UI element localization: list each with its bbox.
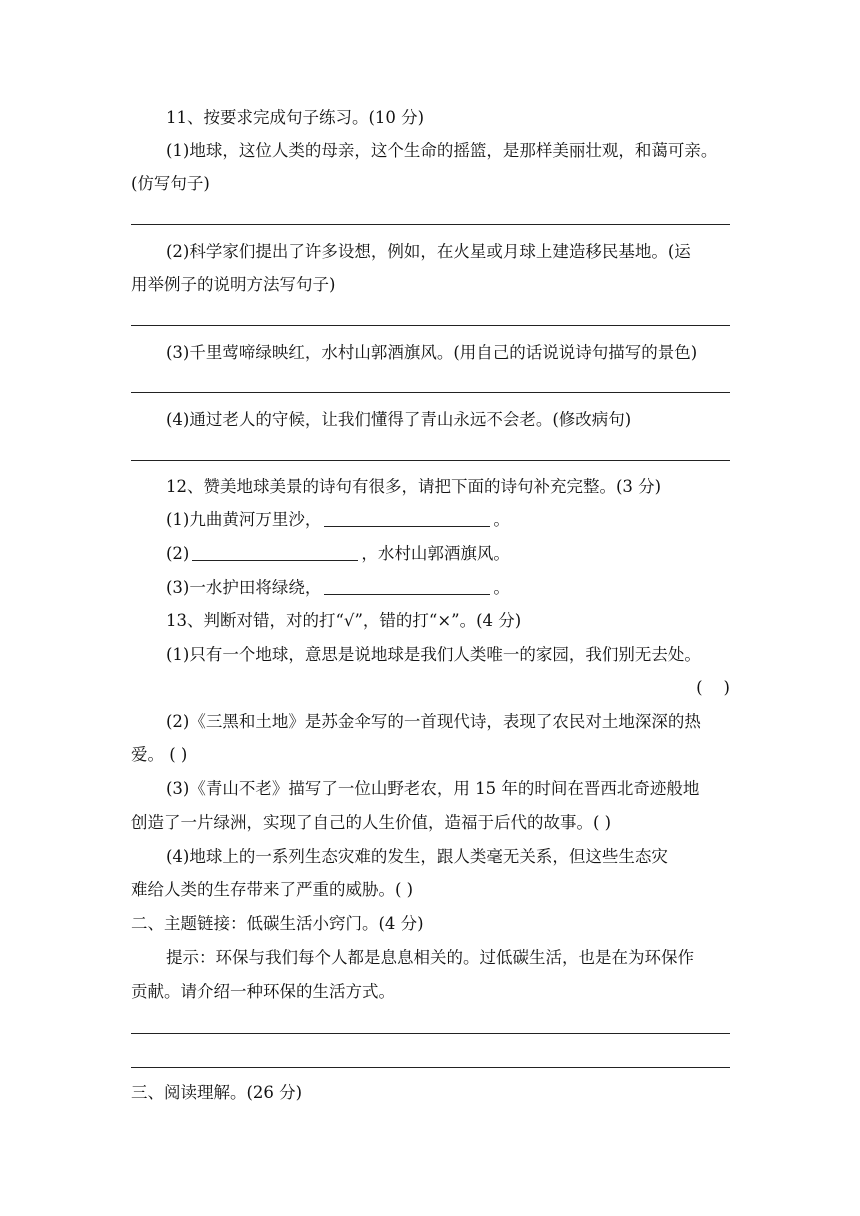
section3-title: 三、阅读理解。(26 分) <box>131 1083 303 1102</box>
q12-item3-after: 。 <box>493 578 510 597</box>
q11-item4-line1: (4)通过老人的守候，让我们懂得了青山永远不会老。(修改病句) <box>166 410 632 429</box>
q13-item4-line1: (4)地球上的一系列生态灾难的发生，跟人类毫无关系，但这些生态灾 <box>166 847 668 866</box>
q11-item2-line2: 用举例子的说明方法写句子) <box>131 275 336 294</box>
section2-answer-line-2[interactable] <box>131 1067 730 1068</box>
q12-item2-before: (2) <box>166 544 190 563</box>
q11-item3-line1: (3)千里莺啼绿映红，水村山郭酒旗风。(用自己的话说说诗句描写的景色) <box>166 343 698 362</box>
section2-title: 二、主题链接：低碳生活小窍门。(4 分) <box>131 914 424 933</box>
q13-item1-answer-paren[interactable]: ( ) <box>696 678 730 697</box>
q11-item4-answer-line[interactable] <box>131 460 730 461</box>
section2-hint-line2: 贡献。请介绍一种环保的生活方式。 <box>131 982 395 1001</box>
q12-title: 12、赞美地球美景的诗句有很多，请把下面的诗句补充完整。(3 分) <box>166 477 662 496</box>
q12-item2 <box>166 543 510 565</box>
q13-item3-line1: (3)《青山不老》描写了一位山野老农，用 15 年的时间在晋西北奇迹般地 <box>166 779 700 798</box>
q13-title: 13、判断对错，对的打“√”，错的打“×”。(4 分) <box>166 611 522 630</box>
q12-item3-before: (3)一水护田将绿绕， <box>166 578 322 597</box>
q13-item4-line2: 难给人类的生存带来了严重的威胁。( ) <box>131 880 414 899</box>
q12-item1-before: (1)九曲黄河万里沙， <box>166 510 322 529</box>
q11-item2-line1: (2)科学家们提出了许多设想，例如，在火星或月球上建造移民基地。(运 <box>166 242 691 261</box>
q13-item2-line2: 爱。 ( ) <box>131 745 188 764</box>
q11-item2-answer-line[interactable] <box>131 325 730 326</box>
q11-item1-answer-line[interactable] <box>131 224 730 225</box>
q11-item1-line2: (仿写句子) <box>131 174 210 193</box>
q11-title: 11、按要求完成句子练习。(10 分) <box>166 108 425 127</box>
q12-item2-blank[interactable] <box>192 544 358 561</box>
q13-item3-line2: 创造了一片绿洲，实现了自己的人生价值，造福于后代的故事。( ) <box>131 813 612 832</box>
q13-item2-line1: (2)《三黑和土地》是苏金伞写的一首现代诗，表现了农民对土地深深的热 <box>166 712 701 731</box>
section2-answer-line-1[interactable] <box>131 1033 730 1034</box>
q11-item3-answer-line[interactable] <box>131 392 730 393</box>
q12-item1-blank[interactable] <box>324 510 490 527</box>
q13-item1: (1)只有一个地球，意思是说地球是我们人类唯一的家园，我们别无去处。 <box>166 645 701 664</box>
q12-item3-blank[interactable] <box>324 578 490 595</box>
q12-item2-after: ，水村山郭酒旗风。 <box>361 544 510 563</box>
section2-hint-line1: 提示：环保与我们每个人都是息息相关的。过低碳生活，也是在为环保作 <box>166 948 694 967</box>
q11-item1-line1: (1)地球，这位人类的母亲，这个生命的摇篮，是那样美丽壮观，和蔼可亲。 <box>166 141 718 160</box>
q12-item1 <box>166 509 510 531</box>
q12-item3 <box>166 577 510 599</box>
q12-item1-after: 。 <box>493 510 510 529</box>
